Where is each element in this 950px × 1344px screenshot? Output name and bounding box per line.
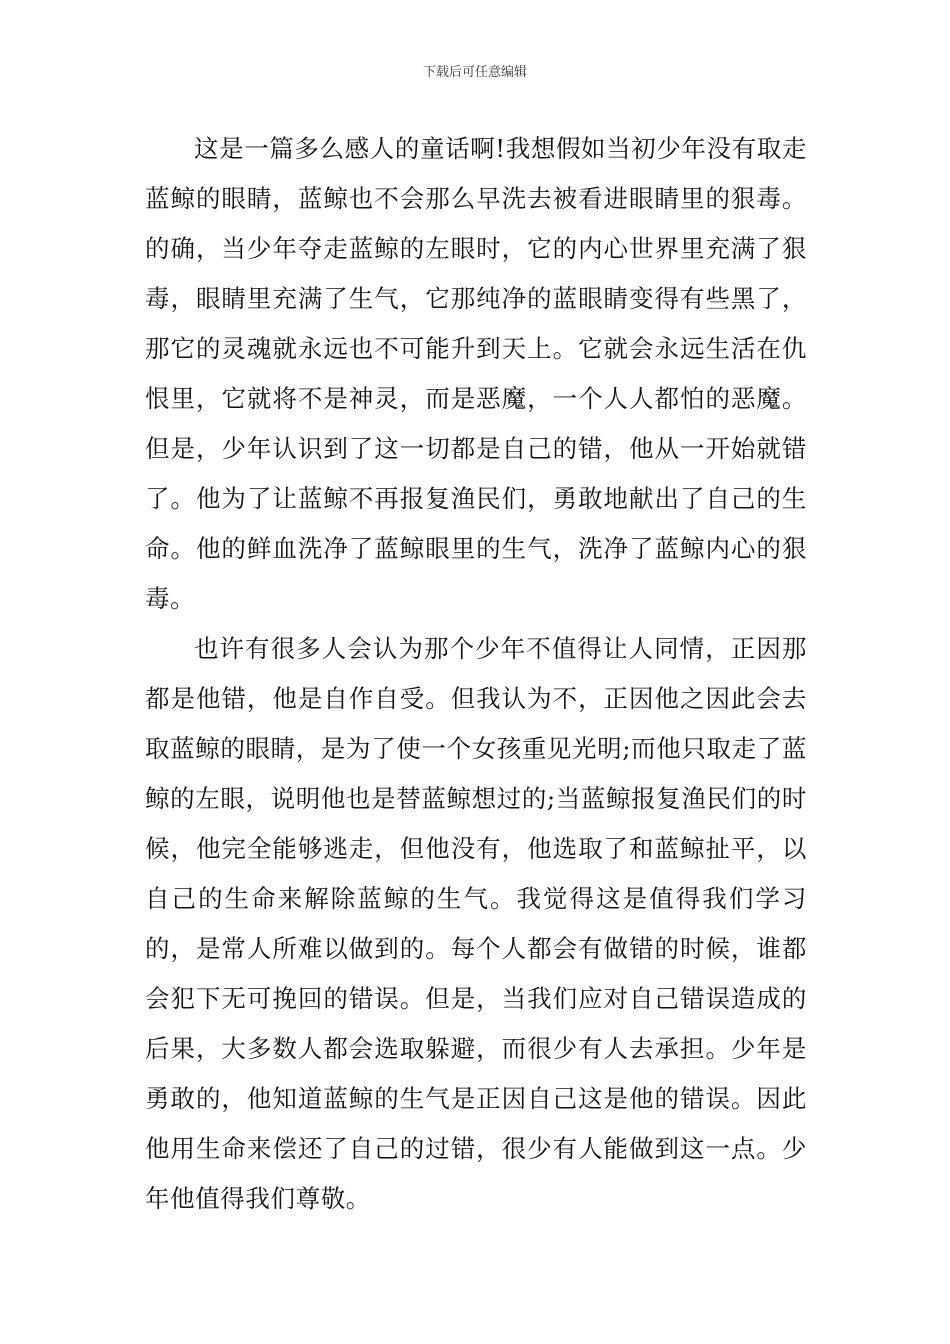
- paragraph-1: 这是一篇多么感人的童话啊!我想假如当初少年没有取走蓝鲸的眼睛，蓝鲸也不会那么早洗去被看进眼睛里的狠毒。的确，当少年夺走蓝鲸的左眼时，它的内心世界里充满了狠毒，眼睛里充满了生气，它那纯净的蓝眼睛变得有些黑了，那它的灵魂就永远也不可能升到天上。它就会永远生活在仇恨里，它就将不是神灵，而是恶魔，一个人人都怕的恶魔。但是，少年认识到了这一切都是自己的错，他从一开始就错了。他为了让蓝鲸不再报复渔民们，勇敢地献出了自己的生命。他的鲜血洗净了蓝鲸眼里的生气，洗净了蓝鲸内心的狠毒。: [145, 134, 807, 613]
- page-header: 下载后可任意编辑: [422, 65, 527, 80]
- paragraph-2: 也许有很多人会认为那个少年不值得让人同情，正因那都是他错，他是自作自受。但我认为不，正因他之因此会去取蓝鲸的眼睛，是为了使一个女孩重见光明;而他只取走了蓝鲸的左眼，说明他也是替蓝鲸想过的;当蓝鲸报复渔民们的时候，他完全能够逃走，但他没有，他选取了和蓝鲸扯平，以自己的生命来解除蓝鲸的生气。我觉得这是值得我们学习的，是常人所难以做到的。每个人都会有做错的时候，谁都会犯下无可挽回的错误。但是，当我们应对自己错误造成的后果，大多数人都会选取躲避，而很少有人去承担。少年是勇敢的，他知道蓝鲸的生气是正因自己这是他的错误。因此他用生命来偿还了自己的过错，很少有人能做到这一点。少年他值得我们尊敬。: [145, 634, 807, 1213]
- document-body: [145, 124, 807, 1224]
